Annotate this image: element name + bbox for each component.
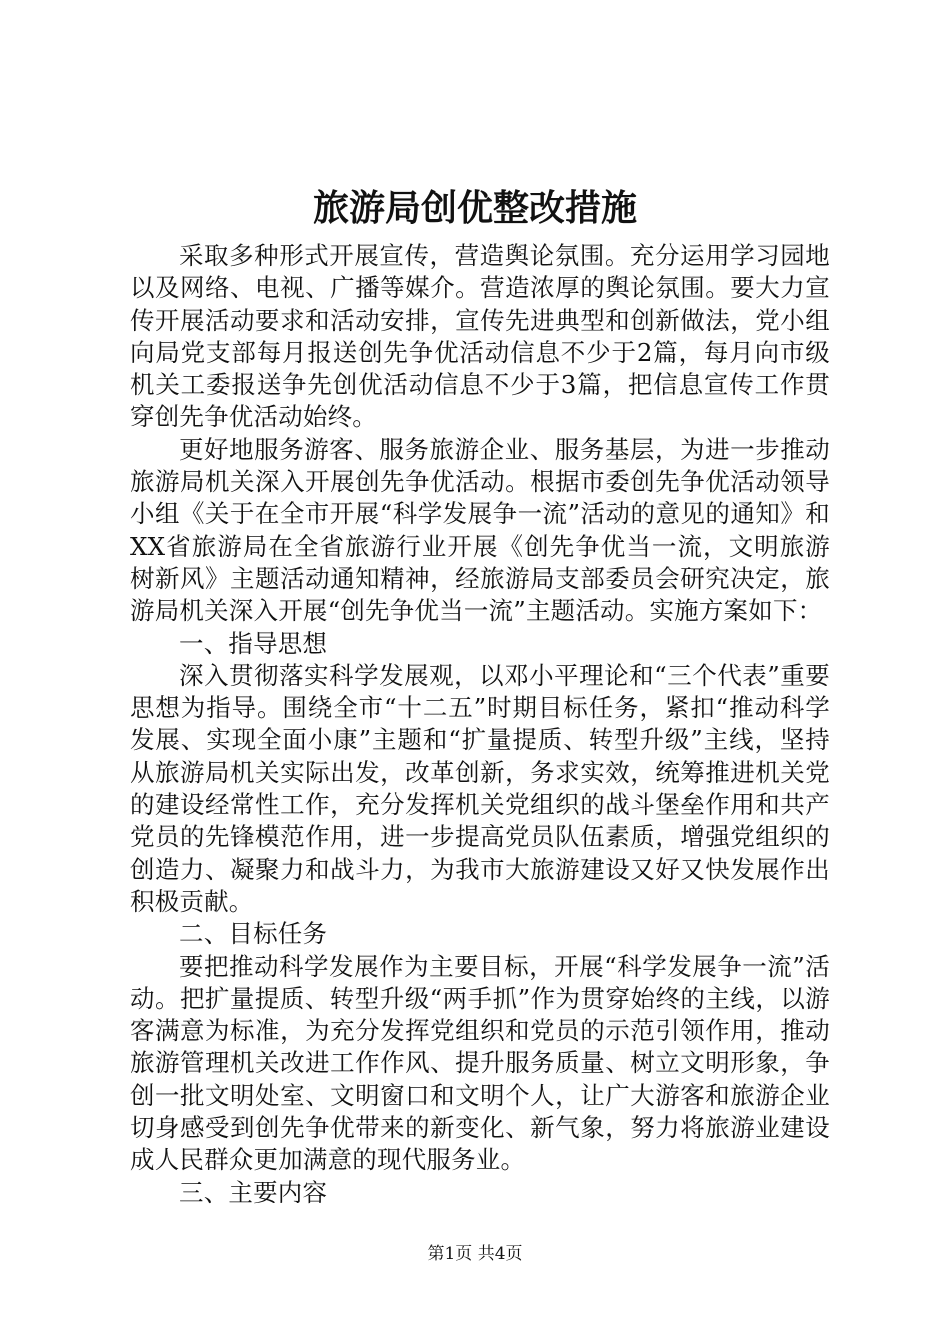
section-heading-guiding-ideology: 一、指导思想 xyxy=(179,628,328,658)
paragraph-publicity: 采取多种形式开展宣传，营造舆论氛围。充分运用学习园地以及网络、电视、广播等媒介。营造浓厚的舆论氛围。要大力宣传开展活动要求和活动安排，宣传先进典型和创新做法，党小组向局党支部每月报送创先争优活动信息不少于2篇，每月向市级机关工委报送争先创优活动信息不少于3篇，把信息宣传工作贯穿创先争优活动始终。 xyxy=(130,241,830,432)
section-heading-main-content: 三、主要内容 xyxy=(179,1177,328,1207)
document-title: 旅游局创优整改措施 xyxy=(312,187,637,229)
page-number: 第1页 共4页 xyxy=(427,1244,523,1264)
paragraph-objectives: 要把推动科学发展作为主要目标，开展“科学发展争一流”活动。把扩量提质、转型升级“两手抓”作为贯穿始终的主线，以游客满意为标准，为充分发挥党组织和党员的示范引领作用，推动旅游管理机关改进工作作风、提升服务质量、树立文明形象，争创一批文明处室、文明窗口和文明个人，让广大游客和旅游企业切身感受到创先争优带来的新变化、新气象，努力将旅游业建设成人民群众更加满意的现代服务业。 xyxy=(130,951,830,1175)
paragraph-guiding-ideology: 深入贯彻落实科学发展观，以邓小平理论和“三个代表”重要思想为指导。围绕全市“十二五”时期目标任务，紧扣“推动科学发展、实现全面小康”主题和“扩量提质、转型升级”主线，坚持从旅游局机关实际出发，改革创新，务求实效，统筹推进机关党的建设经常性工作，充分发挥机关党组织的战斗堡垒作用和共产党员的先锋模范作用，进一步提高党员队伍素质，增强党组织的创造力、凝聚力和战斗力，为我市大旅游建设又好又快发展作出积极贡献。 xyxy=(130,660,830,916)
paragraph-intro: 更好地服务游客、服务旅游企业、服务基层，为进一步推动旅游局机关深入开展创先争优活动。根据市委创先争优活动领导小组《关于在全市开展“科学发展争一流”活动的意见的通知》和XX省旅游局在全省旅游行业开展《创先争优当一流，文明旅游树新风》主题活动通知精神，经旅游局支部委员会研究决定，旅游局机关深入开展“创先争优当一流”主题活动。实施方案如下： xyxy=(130,434,830,626)
document-body xyxy=(130,240,830,1209)
section-heading-objectives: 二、目标任务 xyxy=(179,919,328,949)
